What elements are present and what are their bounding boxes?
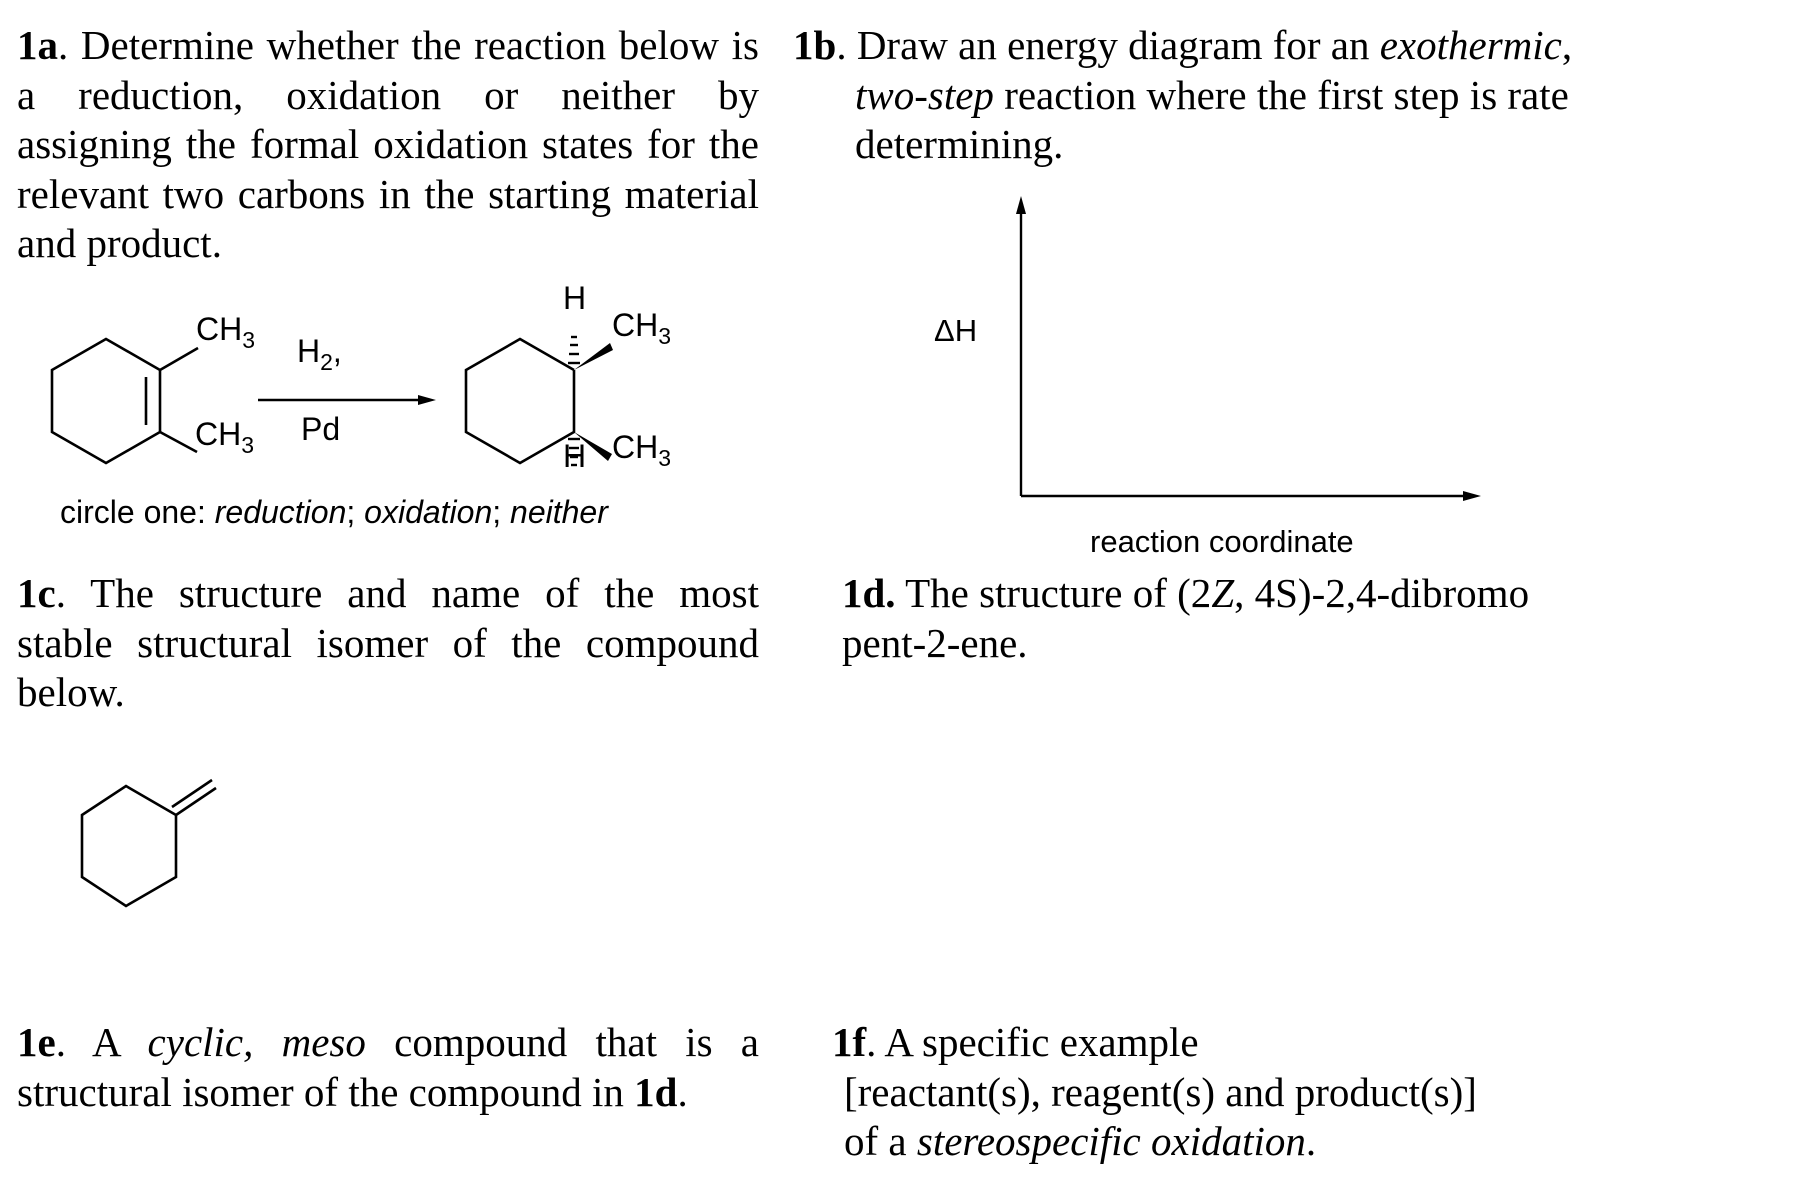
question-1c-text: . The structure and name of the most stable structural isomer of the compound below. [17, 570, 759, 715]
question-1b-text-b: , [1561, 22, 1573, 68]
x-axis-arrow [1463, 491, 1481, 501]
reactant-ch3-top: $CH_3$ [196, 311, 256, 353]
reagent-pd: Pd [301, 411, 341, 447]
question-1c [17, 569, 759, 718]
question-1b-exothermic: exothermic [1379, 22, 1562, 68]
question-number-1b: 1b [793, 22, 837, 68]
energy-diagram-axes [1021, 206, 1472, 496]
question-1d [842, 569, 1602, 668]
question-1b [793, 21, 1673, 170]
question-1a-text: . Determine whether the reaction below is a reduction, oxidation or neither by assigning the formal oxidation states for the relevant two carbons in the starting material and product. [17, 22, 759, 266]
product-h-top: H [563, 280, 587, 316]
question-1f-emphasis: stereospecific oxidation [916, 1118, 1306, 1164]
question-1d-text-b: , 4S)-2,4-dibromo pent-2-ene. [842, 570, 1530, 666]
question-number-1c: 1c [17, 570, 56, 616]
question-1e-ref: 1d [634, 1068, 678, 1115]
product-h-bottom: H [563, 438, 587, 474]
question-1b-text-c: reaction where the first step is rate determining. [855, 71, 1569, 167]
question-1e-text-c: . [677, 1068, 688, 1115]
option-oxidation[interactable]: oxidation [364, 494, 493, 530]
question-1e-cyclic-meso: cyclic, meso [147, 1019, 366, 1065]
y-axis-arrow [1016, 196, 1026, 214]
circle-one-label: circle one: [60, 494, 215, 530]
x-axis-label: reaction coordinate [1090, 524, 1354, 559]
arrow-head [418, 395, 436, 405]
question-1f-text-c: of a [844, 1118, 917, 1164]
reactant-structure [52, 339, 198, 463]
question-1f-text-d: . [1305, 1118, 1317, 1164]
separator: ; [346, 494, 365, 530]
question-1f-line-1 [832, 1018, 1592, 1068]
separator: ; [492, 494, 511, 530]
question-1f-text-a: . A specific example [866, 1019, 1199, 1065]
question-number-1f: 1f [832, 1019, 867, 1065]
answer-choices-1a [60, 492, 608, 532]
question-1d-text-a: The structure of (2 [895, 570, 1212, 616]
question-1f-line-3 [832, 1117, 1592, 1167]
methylenecyclohexane-structure [82, 780, 216, 906]
product-wedge-top [574, 343, 613, 370]
question-number-1e: 1e [17, 1019, 56, 1065]
question-1e [17, 1018, 759, 1117]
reactant-ch3-bottom: $CH_3$ [195, 416, 255, 458]
question-1f-line-2: [reactant(s), reagent(s) and product(s)] [844, 1068, 1477, 1115]
product-ch3-bottom: $CH_3$ [612, 429, 672, 471]
option-reduction[interactable]: reduction [214, 494, 347, 530]
option-neither[interactable]: neither [510, 494, 608, 530]
product-ch3-top: $CH_3$ [612, 307, 672, 349]
y-axis-label: ΔH [934, 313, 978, 348]
question-1d-z: Z [1211, 570, 1235, 616]
question-number-1a: 1a [17, 22, 58, 68]
product-structure [466, 339, 574, 463]
question-1f [832, 1018, 1592, 1167]
question-1b-text-a: . Draw an energy diagram for an [836, 22, 1380, 68]
question-1e-text-a: . A [55, 1019, 148, 1065]
question-1e-text-b: compound that is a structural isomer of the compound in [17, 1019, 759, 1115]
question-1b-two-step: two-step [855, 71, 994, 118]
question-number-1d: 1d. [842, 570, 896, 616]
reagent-h2: $H_2$, [297, 333, 342, 375]
